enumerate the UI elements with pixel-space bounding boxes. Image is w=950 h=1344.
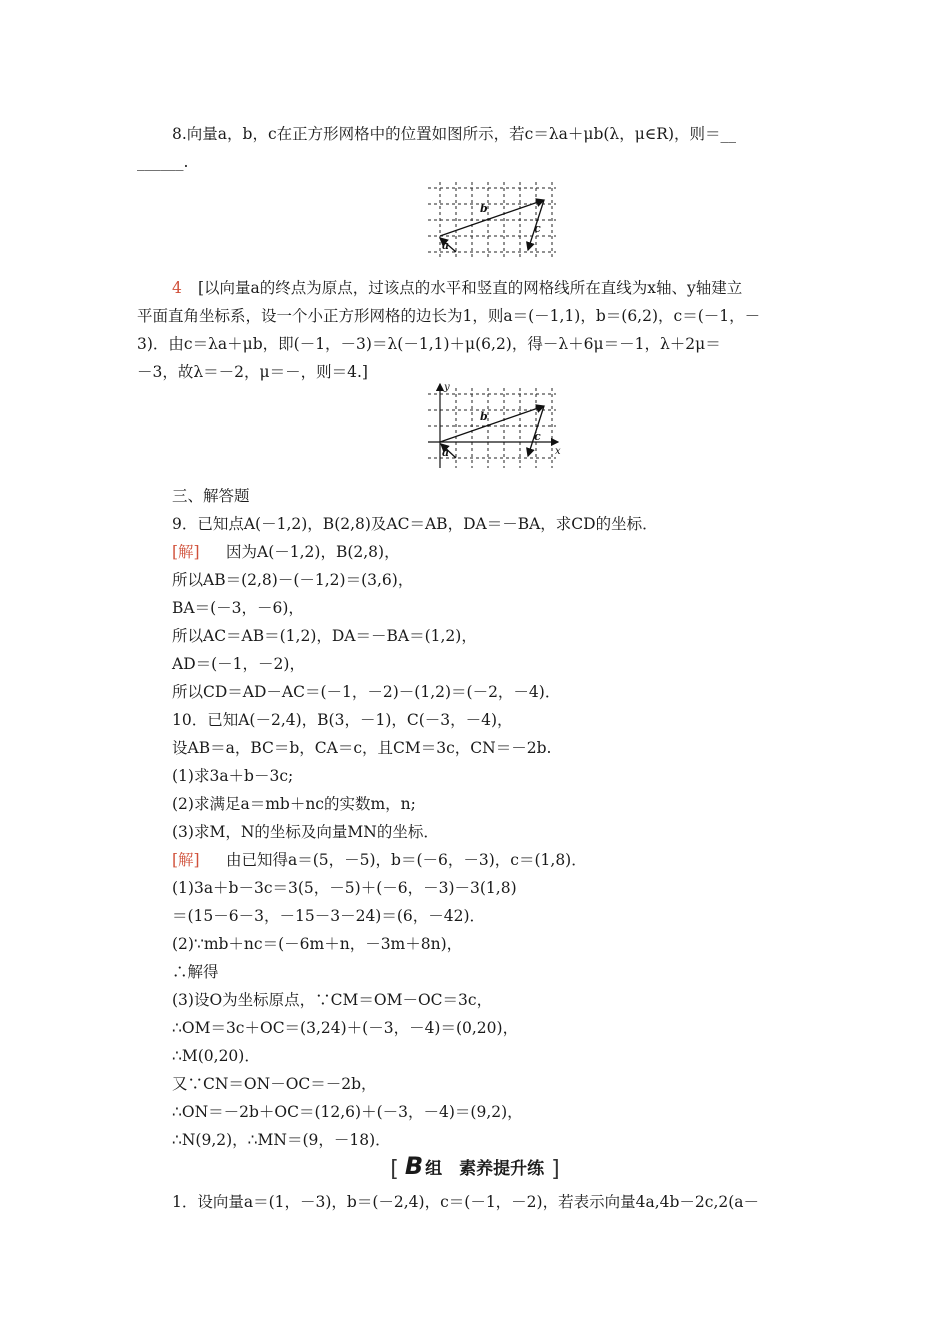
section-title: 组 素养提升练 [425, 1159, 545, 1179]
label-c: c [534, 430, 541, 443]
label-a: a [442, 446, 450, 459]
text-line: (3)求M，N的坐标及向量MN的坐标． [172, 823, 439, 841]
text-line: 所以AB＝(2,8)－(－1,2)＝(3,6)， [172, 571, 414, 589]
section-letter: B [404, 1152, 424, 1180]
text-line: [解] [172, 851, 200, 869]
section-header: [ B 组 素养提升练 ] [390, 1152, 560, 1182]
text-line: 1．设向量a＝(1，－3)，b＝(－2,4)，c＝(－1，－2)，若表示向量4a,4b－2c,2(a－ [172, 1193, 760, 1211]
label-b: b [480, 202, 488, 215]
text-line: 所以AC＝AB＝(1,2)，DA＝－BA＝(1,2)， [172, 627, 477, 645]
text-line: (2)求满足a＝mb＋nc的实数m，n; [172, 795, 416, 813]
text-line: 因为A(－1,2)，B(2,8)， [226, 543, 400, 561]
text-line: 3)．由c＝λa＋μb，即(－1，－3)＝λ(－1,1)＋μ(6,2)，得－λ＋6μ＝－1，λ＋2μ＝ [137, 335, 721, 353]
text-line: ∴N(9,2)，∴MN＝(9，－18)． [172, 1131, 391, 1149]
text-line: ∴M(0,20)． [172, 1047, 260, 1065]
text-line: (2)∵mb＋nc＝(－6m＋n，－3m＋8n)， [172, 935, 463, 953]
grid-figure-2 [424, 380, 564, 470]
text-line: ∴ON＝－2b＋OC＝(12,6)＋(－3，－4)＝(9,2)， [172, 1103, 523, 1121]
label-c: c [534, 222, 541, 235]
text-line: 设AB＝a，BC＝b，CA＝c，且CM＝3c，CN＝－2b. [172, 739, 552, 757]
text-line: [以向量a的终点为原点，过该点的水平和竖直的网格线所在直线为x轴、y轴建立 [198, 279, 743, 297]
text-line: (3)设O为坐标原点，∵CM＝OM－OC＝3c， [172, 991, 493, 1009]
text-line: 所以CD＝AD－AC＝(－1，－2)－(1,2)＝(－2，－4)． [172, 683, 561, 701]
text-line: AD＝(－1，－2)， [172, 655, 305, 673]
axis-label-y: y [444, 382, 450, 393]
text-line: (1)求3a＋b－3c; [172, 767, 294, 785]
text-line: 平面直角坐标系，设一个小正方形网格的边长为1，则a＝(－1,1)，b＝(6,2)，c＝(－1，－ [137, 307, 761, 325]
text-line: [解] [172, 543, 200, 561]
text-line: 10．已知A(－2,4)，B(3，－1)，C(－3，－4)， [172, 711, 513, 729]
text-line: BA＝(－3，－6)， [172, 599, 304, 617]
text-line: 又∵CN＝ON－OC＝－2b， [172, 1075, 377, 1093]
text-line: 4 [172, 279, 182, 297]
grid-figure-1 [424, 182, 560, 258]
text-line: (1)3a＋b－3c＝3(5，－5)＋(－6，－3)－3(1,8) [172, 879, 517, 897]
text-line: ∴解得 [172, 963, 219, 981]
text-line: ∴OM＝3c＋OC＝(3,24)＋(－3，－4)＝(0,20)， [172, 1019, 519, 1037]
label-a: a [442, 239, 450, 252]
text-line: ＝(15－6－3，－15－3－24)＝(6，－42)． [172, 907, 486, 925]
text-line: ______. [137, 153, 189, 171]
axis-label-x: x [555, 446, 561, 457]
label-b: b [480, 410, 488, 423]
text-line: 由已知得a＝(5，－5)，b＝(－6，－3)，c＝(1,8)． [226, 851, 587, 869]
text-line: 三、解答题 [172, 487, 250, 505]
text-line: －3，故λ＝－2，μ＝－，则＝4.] [137, 363, 368, 381]
text-line: 9．已知点A(－1,2)，B(2,8)及AC＝AB，DA＝－BA，求CD的坐标． [172, 515, 658, 533]
text-line: 8.向量a，b，c在正方形网格中的位置如图所示，若c＝λa＋μb(λ，μ∈R)，则＝__ [172, 125, 737, 143]
